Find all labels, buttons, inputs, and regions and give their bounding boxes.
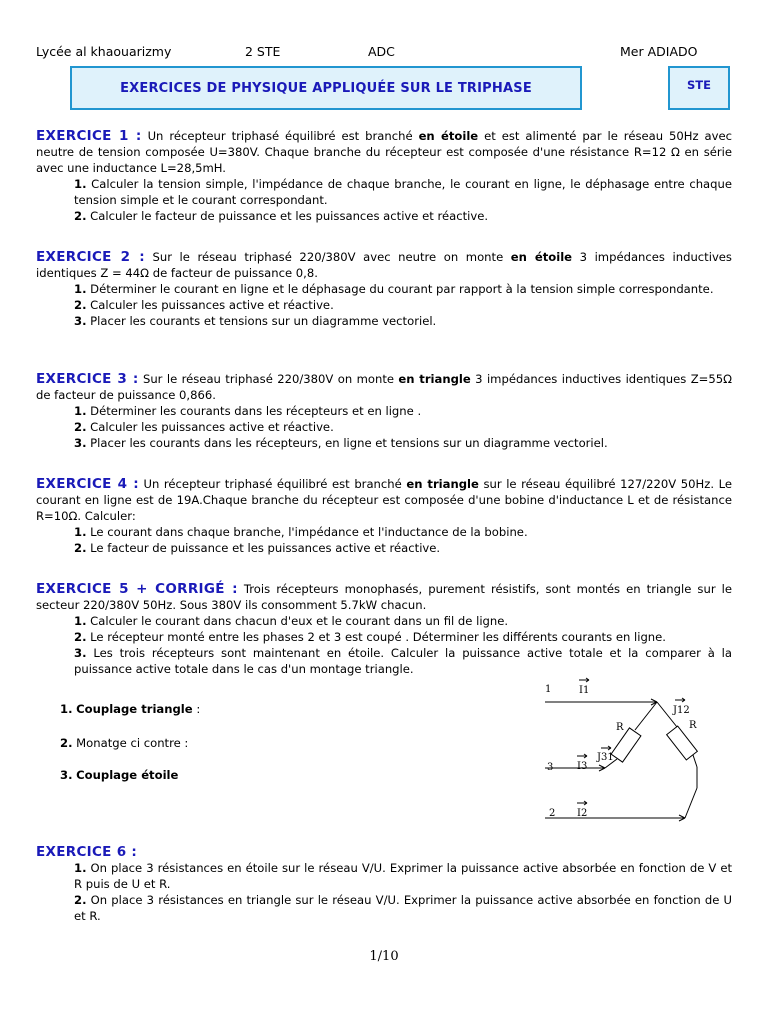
answer-1 — [60, 702, 200, 716]
q-number: 2. — [74, 541, 87, 555]
answer-3 — [60, 768, 178, 782]
q-text: Déterminer les courants dans les récepteurs et en ligne . — [86, 404, 422, 418]
exercise-1-text-2: et est alimenté par le réseau 50Hz avec neutre de tension composée U=380V. Chaque branche du récepteur est composée d'une résistance R=12 Ω en série avec une inductance L=28,5mH. — [36, 129, 732, 175]
exercise-3-title: EXERCICE 3 : — [36, 371, 139, 387]
exercise-1-q2 — [36, 208, 732, 224]
q-number: 1. — [74, 614, 87, 628]
q-number: 1. — [74, 525, 87, 539]
answer-suffix: : — [192, 702, 201, 716]
resistor-right — [667, 726, 698, 760]
title-box — [70, 66, 582, 110]
exercise-4-title: EXERCICE 4 : — [36, 476, 139, 492]
exercise-2-text: Sur le réseau triphasé 220/380V avec neutre on monte — [144, 250, 511, 264]
exercise-2-q2 — [36, 297, 732, 313]
right-branch-mid — [693, 755, 697, 767]
left-branch-top — [635, 702, 657, 730]
resistor-right-label: R — [689, 720, 697, 731]
exercise-4-text: Un récepteur triphasé équilibré est branché — [138, 477, 407, 491]
q-number: 1. — [74, 861, 87, 875]
exercise-5 — [36, 581, 732, 677]
exercise-1-bold: en étoile — [418, 129, 479, 143]
current-j12-label: J12 — [673, 705, 690, 716]
exercise-5-q3 — [36, 645, 732, 677]
exercise-4-bold: en triangle — [406, 477, 479, 491]
q-number: 3. — [74, 436, 87, 450]
q-number: 2. — [74, 298, 87, 312]
line-3-label: 3 — [547, 762, 554, 773]
exercise-6 — [36, 844, 732, 924]
q-number: 2. — [74, 630, 87, 644]
header-school: Lycée al khaouarizmy — [36, 44, 172, 59]
exercise-4-q2 — [36, 540, 732, 556]
q-text: Placer les courants dans les récepteurs, en ligne et tensions sur un diagramme vectoriel. — [86, 436, 608, 450]
q-text: Calculer les puissances active et réactive. — [86, 298, 334, 312]
q-number: 2. — [74, 209, 87, 223]
q-text: Calculer les puissances active et réactive. — [86, 420, 334, 434]
q-number: 2. — [74, 420, 87, 434]
q-number: 2. — [74, 893, 87, 907]
line-1-label: 1 — [545, 684, 552, 695]
current-i3-label: I3 — [577, 761, 588, 772]
exercise-1-title: EXERCICE 1 : — [36, 128, 142, 144]
exercise-4-q1 — [36, 524, 732, 540]
answer-2 — [60, 736, 188, 750]
exercise-6-title: EXERCICE 6 : — [36, 844, 138, 860]
exercise-4 — [36, 476, 732, 556]
answer-label: Couplage étoile — [76, 768, 179, 782]
q-number: 1. — [74, 282, 87, 296]
q-text: Le facteur de puissance et les puissances active et réactive. — [86, 541, 441, 555]
exercise-6-q2 — [36, 892, 732, 924]
resistor-left — [611, 728, 641, 762]
tag-label: STE — [687, 78, 711, 92]
exercise-5-q2 — [36, 629, 732, 645]
exercise-6-q1 — [36, 860, 732, 892]
header-class: 2 STE — [245, 44, 281, 59]
exercise-5-q1 — [36, 613, 732, 629]
resistor-left-label: R — [616, 722, 624, 733]
exercise-5-title: EXERCICE 5 + CORRIGÉ : — [36, 581, 238, 597]
exercise-3-bold: en triangle — [398, 372, 471, 386]
q-number: 3. — [74, 646, 87, 660]
q-number: 1. — [74, 177, 87, 191]
line-2-label: 2 — [549, 808, 556, 819]
current-i2-label: I2 — [577, 808, 588, 819]
q-text: On place 3 résistances en étoile sur le réseau V/U. Exprimer la puissance active absorbée en fonction de V et R puis de U et R. — [74, 861, 732, 891]
q-text: Déterminer le courant en ligne et le déphasage du courant par rapport à la tension simple correspondante. — [86, 282, 714, 296]
q-number: 3. — [74, 314, 87, 328]
q-text: Calculer le courant dans chacun d'eux et le courant dans un fil de ligne. — [86, 614, 509, 628]
q-number: 1. — [74, 404, 87, 418]
answer-number: 1. — [60, 702, 73, 716]
q-text: Placer les courants et tensions sur un diagramme vectoriel. — [86, 314, 437, 328]
tag-box — [668, 66, 730, 110]
exercise-3 — [36, 371, 732, 451]
answer-label: Couplage triangle — [76, 702, 193, 716]
exercise-2-text-2: 3 impédances inductives identiques Z = 44Ω de facteur de puissance 0,8. — [36, 250, 732, 280]
exercise-1-text: Un récepteur triphasé équilibré est branché — [141, 129, 419, 143]
q-text: Le courant dans chaque branche, l'impédance et l'inductance de la bobine. — [86, 525, 528, 539]
page-number: 1/10 — [369, 949, 399, 964]
current-j31-label: J31 — [597, 752, 614, 763]
answer-label: Monatge ci contre : — [72, 736, 189, 750]
exercise-1-q1 — [36, 176, 732, 208]
exercise-3-q3 — [36, 435, 732, 451]
exercise-3-text-2: 3 impédances inductives identiques Z=55Ω de facteur de puissance 0,866. — [36, 372, 732, 402]
header-teacher: Mer ADIADO — [620, 44, 698, 59]
exercise-2-q1 — [36, 281, 732, 297]
circuit-diagram — [535, 675, 735, 830]
answer-number: 3. — [60, 768, 73, 782]
exercise-4-text-2: sur le réseau équilibré 127/220V 50Hz. Le courant en ligne est de 19A.Chaque branche du récepteur est composée d'une bobine d'inductance L et de résistance R=10Ω. Calculer: — [36, 477, 732, 523]
q-text: Calculer la tension simple, l'impédance de chaque branche, le courant en ligne, le déphasage entre chaque tension simple et le courant correspondant. — [74, 177, 732, 207]
exercise-3-q2 — [36, 419, 732, 435]
page-title: EXERCICES DE PHYSIQUE APPLIQUÉE SUR LE TRIPHASE — [120, 80, 532, 96]
exercise-1 — [36, 128, 732, 224]
exercise-5-text: Trois récepteurs monophasés, purement résistifs, sont montés en triangle sur le secteur 220/380V 50Hz. Sous 380V ils consomment 5.7kW chacun. — [36, 582, 733, 612]
exercise-3-text: Sur le réseau triphasé 220/380V on monte — [138, 372, 399, 386]
exercise-3-q1 — [36, 403, 732, 419]
right-branch-bottom — [685, 788, 697, 818]
exercise-2 — [36, 249, 732, 329]
current-i1-label: I1 — [579, 685, 590, 696]
q-text: Le récepteur monté entre les phases 2 et 3 est coupé . Déterminer les différents courants en ligne. — [86, 630, 666, 644]
exercise-2-title: EXERCICE 2 : — [36, 249, 145, 265]
q-text: Les trois récepteurs sont maintenant en étoile. Calculer la puissance active totale et la comparer à la puissance active totale dans le cas d'un montage triangle. — [74, 646, 732, 676]
exercise-2-bold: en étoile — [510, 250, 573, 264]
q-text: On place 3 résistances en triangle sur le réseau V/U. Exprimer la puissance active absorbée en fonction de U et R. — [74, 893, 732, 923]
header-subject: ADC — [368, 44, 395, 59]
answer-number: 2. — [60, 736, 73, 750]
q-text: Calculer le facteur de puissance et les puissances active et réactive. — [86, 209, 489, 223]
exercise-2-q3 — [36, 313, 732, 329]
